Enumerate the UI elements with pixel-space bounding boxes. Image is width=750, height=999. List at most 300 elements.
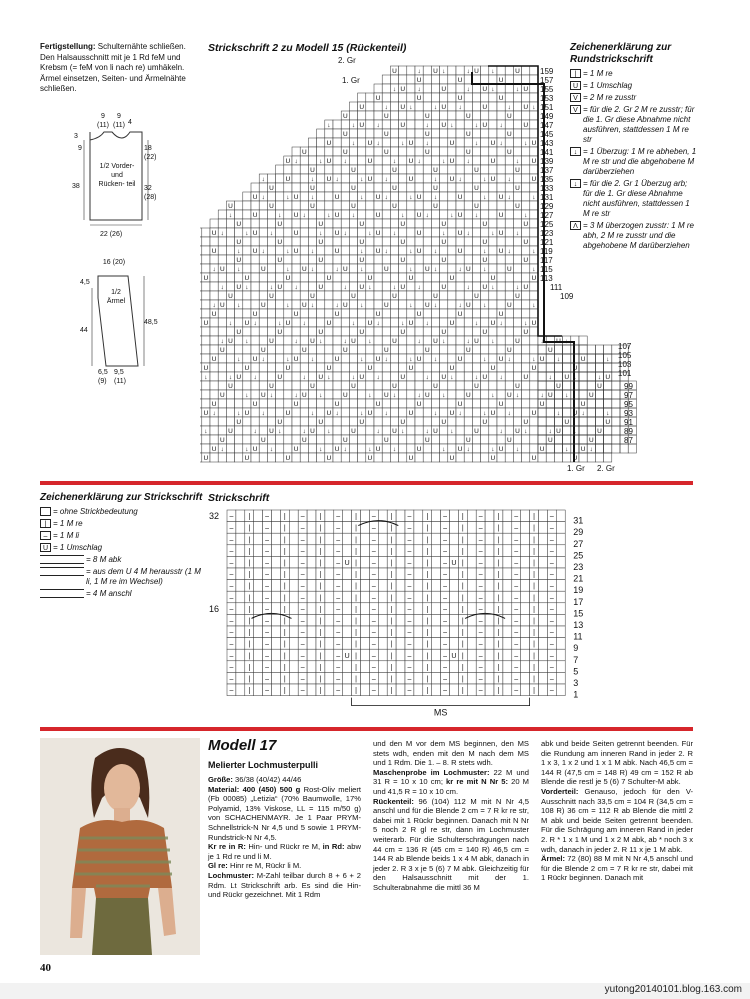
chart2-symbol: U	[375, 446, 381, 453]
chart1-cell	[236, 614, 245, 626]
chart2-cell	[415, 273, 423, 282]
chart2-cell	[489, 201, 497, 210]
chart2-cell	[235, 345, 243, 354]
chart1-symbol: –	[514, 629, 519, 637]
chart2-cell	[538, 426, 546, 435]
chart2-cell	[489, 192, 497, 201]
chart2-symbol: ↓	[384, 410, 388, 417]
chart1-cell	[414, 649, 423, 661]
chart1-symbol: |	[533, 548, 535, 556]
chart1-symbol: –	[407, 641, 412, 649]
chart1-cell	[289, 603, 298, 615]
chart1-cell	[450, 580, 459, 592]
chart2-cell	[497, 273, 505, 282]
chart2-symbol: U	[539, 401, 545, 408]
chart1-cell	[289, 545, 298, 557]
chart2-cell	[276, 264, 284, 273]
chart1-symbol: –	[478, 525, 483, 533]
chart2-cell	[366, 129, 374, 138]
model-photo-illustration	[40, 738, 200, 955]
chart2-symbol: U	[457, 401, 463, 408]
model-column-3	[541, 739, 693, 883]
chart1-symbol: –	[549, 664, 554, 672]
chart2-cell	[530, 183, 538, 192]
chart2-symbol: ↓	[556, 410, 561, 417]
chart2-cell	[259, 372, 267, 381]
chart2-symbol: ↓	[474, 320, 479, 327]
chart2-cell	[276, 363, 284, 372]
chart1-symbol: |	[426, 641, 429, 649]
chart2-cell	[554, 453, 562, 462]
chart1-cell	[378, 568, 387, 580]
chart2-symbol: ↓	[515, 392, 520, 399]
chart2-cell	[259, 381, 267, 390]
chart2-cell	[472, 435, 480, 444]
chart2-cell	[292, 291, 300, 300]
chart2-cell	[259, 309, 267, 318]
chart2-symbol: ↓	[310, 356, 315, 363]
chart1-cell	[414, 614, 423, 626]
chart1-cell	[236, 533, 245, 545]
chart1-symbol: –	[371, 536, 376, 544]
chart1-symbol: –	[514, 664, 519, 672]
chart2-cell	[489, 354, 497, 363]
chart2-symbol: U	[449, 455, 455, 462]
chart2-symbol: U	[236, 419, 242, 426]
chart2-symbol: U	[506, 347, 512, 354]
chart1-symbol: |	[390, 652, 393, 660]
chart1-cell	[432, 672, 441, 684]
chart2-symbol: ↓	[253, 428, 257, 435]
legend-right-symbol: V	[570, 105, 581, 114]
col2-gauge: Maschenprobe im Lochmuster: 22 M und 31 R = 10 x 10 cm; kr re mit N Nr 5: 20 M und 41,5 R = 10 x 10 cm.	[373, 767, 530, 796]
chart2-cell	[612, 417, 620, 426]
legend-left-text: = 1 Umschlag	[53, 543, 103, 552]
chart2-symbol: ↓	[401, 428, 405, 435]
chart2-cell	[374, 417, 382, 426]
chart2-symbol: U	[457, 194, 463, 201]
chart1-symbol: –	[514, 583, 519, 591]
chart2-cell	[423, 273, 431, 282]
chart1-symbol: –	[443, 606, 448, 614]
chart2-cell	[415, 219, 423, 228]
chart1-left-label: 16	[209, 603, 220, 614]
chart1-ms-bracket	[352, 698, 530, 706]
chart2-symbol: ↓	[392, 86, 397, 93]
chart1-symbol: |	[319, 606, 322, 614]
chart1-cell	[289, 556, 298, 568]
chart2-cell	[440, 138, 448, 147]
chart2-cell	[341, 183, 349, 192]
chart2-cell	[464, 318, 472, 327]
chart1-cell	[556, 556, 565, 568]
chart2-cell	[431, 75, 439, 84]
chart2-cell	[202, 435, 210, 444]
chart2-cell	[235, 390, 243, 399]
chart2-symbol: U	[211, 311, 217, 318]
chart2-cell	[251, 219, 259, 228]
chart1-cell	[378, 649, 387, 661]
chart2-cell	[317, 435, 325, 444]
chart2-cell	[366, 381, 374, 390]
chart2-symbol: ↓	[466, 68, 470, 75]
chart1-symbol: |	[283, 548, 286, 556]
legend-left-item	[40, 507, 205, 517]
chart2-cell	[513, 453, 521, 462]
chart2-symbol: ↓	[532, 356, 536, 363]
chart2-cell	[276, 354, 284, 363]
chart2-cell	[292, 453, 300, 462]
chart2-cell	[218, 309, 226, 318]
chart2-symbol: ↓	[302, 320, 306, 327]
chart2-symbol: U	[433, 338, 438, 345]
chart2-symbol: ↓	[351, 320, 356, 327]
chart1-symbol: –	[478, 676, 483, 683]
chart2-symbol: ↓	[425, 320, 429, 327]
chart2-cell	[200, 363, 202, 372]
chart2-symbol: U	[498, 212, 504, 219]
chart2-cell	[448, 129, 456, 138]
chart1-cell	[450, 510, 459, 522]
chart2-cell	[505, 237, 513, 246]
body-center-label: 1/2 Vorder- und Rücken- teil	[98, 163, 136, 188]
chart1-symbol: –	[407, 548, 412, 556]
chart2-cell	[423, 408, 431, 417]
chart1-cell	[556, 522, 565, 534]
chart1-cell	[396, 603, 405, 615]
chart2-cell	[489, 210, 497, 219]
chart2-cell	[530, 327, 538, 336]
chart1-symbol: –	[549, 629, 554, 637]
chart2-cell	[325, 165, 333, 174]
chart2-symbol: ↓	[507, 194, 511, 201]
chart2-symbol: ↓	[286, 302, 290, 309]
chart2-cell	[366, 399, 374, 408]
chart2-symbol: ↓	[261, 356, 265, 363]
chart2-symbol: U	[260, 347, 266, 354]
chart2-cell	[440, 354, 448, 363]
chart2-cell	[276, 336, 284, 345]
chart1-symbol: |	[390, 513, 393, 521]
chart2-cell	[399, 345, 407, 354]
chart2-cell	[210, 282, 218, 291]
chart2-cell	[554, 390, 562, 399]
chart2-cell	[472, 327, 480, 336]
chart2-cell	[202, 345, 210, 354]
chart2-cell	[513, 237, 521, 246]
chart2-cell	[505, 282, 513, 291]
chart2-cell	[604, 390, 612, 399]
chart1-cell	[503, 626, 512, 638]
chart2-cell	[505, 75, 513, 84]
chart1-cell	[325, 672, 334, 684]
chart2-cell	[259, 237, 267, 246]
chart2-symbol: ↓	[483, 302, 487, 309]
chart2-symbol: U	[228, 293, 233, 300]
chart2-symbol: ↓	[433, 176, 438, 183]
chart2-cell	[530, 84, 538, 93]
chart2-symbol: U	[367, 410, 373, 417]
chart2-cell	[251, 381, 259, 390]
chart2-cell	[226, 408, 234, 417]
chart2-cell	[407, 390, 415, 399]
chart2-symbol: U	[457, 230, 463, 237]
legend-right-title: Zeichenerklärung zur Rundstrickschrift	[570, 42, 672, 65]
chart1-symbol: –	[300, 583, 305, 591]
chart2-symbol: U	[449, 176, 455, 183]
chart2-cell	[579, 453, 587, 462]
chart1-cell	[539, 545, 548, 557]
chart2-symbol: U	[367, 176, 373, 183]
chart2-cell	[628, 444, 636, 453]
chart2-cell	[349, 129, 357, 138]
chart2-cell	[259, 327, 267, 336]
chart2-symbol: ↓	[294, 158, 298, 165]
chart2-row-number: 103	[618, 360, 632, 369]
chart2-cell	[366, 147, 374, 156]
chart2-symbol: U	[211, 446, 217, 453]
legend-left-symbol	[40, 555, 84, 564]
chart2-cell	[456, 138, 464, 147]
chart2-symbol: ↓	[556, 356, 561, 363]
chart1-symbol: |	[355, 652, 357, 660]
chart2-cell	[390, 138, 398, 147]
chart2-symbol: ↓	[532, 194, 536, 201]
chart2-cell	[448, 399, 456, 408]
chart1-symbol: –	[229, 664, 234, 672]
chart2-cell	[226, 435, 234, 444]
chart2-symbol: U	[301, 437, 307, 444]
chart2-cell	[390, 210, 398, 219]
chart2-symbol: ↓	[220, 230, 224, 237]
chart2-cell	[399, 309, 407, 318]
chart2-cell	[358, 381, 366, 390]
chart1-cell	[254, 510, 263, 522]
chart2-cell	[390, 120, 398, 129]
chart2-symbol: U	[244, 275, 250, 282]
chart2-cell	[366, 219, 374, 228]
chart1-symbol: |	[319, 583, 322, 591]
chart2-cell	[382, 84, 390, 93]
chart2-cell	[407, 426, 415, 435]
chart2-symbol: ↓	[524, 320, 528, 327]
chart2-cell	[489, 111, 497, 120]
finishing-heading: Fertigstellung:	[40, 42, 96, 51]
chart2-cell	[513, 435, 521, 444]
chart2-cell	[317, 426, 325, 435]
chart1-cell	[343, 510, 352, 522]
chart2-cell	[235, 435, 243, 444]
chart1-cell	[236, 545, 245, 557]
chart2-symbol: U	[523, 374, 529, 381]
chart1-cell	[325, 649, 334, 661]
chart2-symbol: ↓	[573, 374, 577, 381]
chart2-cell	[259, 255, 267, 264]
legend-right-symbol: ↓	[570, 147, 581, 156]
chart1-cell	[432, 568, 441, 580]
chart2-cell	[407, 291, 415, 300]
chart2-symbol: U	[474, 293, 479, 300]
chart2-cell	[349, 237, 357, 246]
chart1-symbol: |	[426, 676, 429, 683]
chart1-symbol: –	[478, 536, 483, 544]
chart2-symbol: U	[531, 176, 537, 183]
chart2-cell	[530, 282, 538, 291]
chart2-cell	[489, 381, 497, 390]
chart2-cell	[456, 372, 464, 381]
chart2-symbol: U	[449, 410, 455, 417]
legend-left-text: = 8 M abk	[86, 555, 122, 564]
chart1-cell	[289, 510, 298, 522]
chart1-cell	[272, 661, 281, 673]
chart2-cell	[505, 138, 513, 147]
chart2-cell	[563, 408, 571, 417]
chart2-cell	[423, 219, 431, 228]
chart2-symbol: ↓	[310, 266, 315, 273]
chart2-symbol: ↓	[409, 302, 413, 309]
chart2-cell	[595, 390, 603, 399]
chart1-ms-label: MS	[433, 707, 448, 718]
chart1-cell	[521, 510, 530, 522]
chart2-cell	[415, 453, 423, 462]
chart2-cell	[407, 228, 415, 237]
chart2-cell	[358, 426, 366, 435]
chart2-cell	[448, 228, 456, 237]
chart1-cell	[325, 661, 334, 673]
chart2-symbol: U	[523, 257, 529, 264]
chart2-symbol: U	[236, 284, 242, 291]
chart2-cell	[489, 291, 497, 300]
chart2-cell	[489, 417, 497, 426]
chart1-symbol: –	[478, 641, 483, 649]
chart2-cell	[522, 183, 530, 192]
chart2-symbol: U	[523, 104, 529, 111]
chart2-cell	[554, 372, 562, 381]
chart1-cell	[485, 661, 494, 673]
chart1-symbol: |	[426, 548, 429, 556]
chart2-cell	[366, 120, 374, 129]
chart2-symbol: U	[400, 257, 406, 264]
chart2-symbol: ↓	[606, 410, 610, 417]
chart2-cell	[464, 408, 472, 417]
chart2-cell	[308, 390, 316, 399]
chart1-symbol: |	[497, 676, 500, 683]
chart2-symbol: U	[490, 410, 496, 417]
chart2-cell	[415, 372, 423, 381]
chart2-cell	[423, 246, 431, 255]
chart1-cell	[521, 638, 530, 650]
chart2-cell	[390, 174, 398, 183]
chart2-cell	[300, 309, 308, 318]
chart2-cell	[292, 345, 300, 354]
chart2-cell	[579, 336, 587, 345]
chart2-row-number: 115	[540, 265, 553, 274]
legend-right-text: = für die 2. Gr 2 M re zusstr; für die 1. Gr diese Abnahme nicht ausführen, stattdessen 1 M re str	[583, 105, 695, 144]
chart2-cell	[472, 228, 480, 237]
chart2-cell	[226, 282, 234, 291]
chart2-cell	[456, 381, 464, 390]
chart2-cell	[210, 381, 218, 390]
chart1-cell	[503, 556, 512, 568]
chart1-symbol: |	[390, 571, 393, 579]
chart2-cell	[522, 75, 530, 84]
chart1-symbol: –	[443, 629, 448, 637]
chart1-cell	[414, 661, 423, 673]
chart2-cell	[423, 291, 431, 300]
chart1-cell	[307, 591, 316, 603]
chart2-cell	[382, 363, 390, 372]
chart2-row-number: 111	[550, 283, 563, 292]
chart2-cell	[366, 372, 374, 381]
chart2-cell	[440, 318, 448, 327]
chart2-symbol: U	[523, 419, 529, 426]
chart2-symbol: U	[334, 194, 340, 201]
chart2-cell	[243, 399, 251, 408]
chart2-cell	[333, 318, 341, 327]
chart2-cell	[276, 408, 284, 417]
chart2-cell	[276, 228, 284, 237]
chart1-cell	[467, 626, 476, 638]
chart2-cell	[276, 174, 284, 183]
chart2-cell	[440, 192, 448, 201]
chart2-row-number: 127	[540, 211, 554, 220]
chart1-cell	[521, 649, 530, 661]
chart2-cell	[374, 165, 382, 174]
chart2-cell	[407, 210, 415, 219]
chart2-cell	[349, 102, 357, 111]
chart1-cell	[236, 510, 245, 522]
chart1-symbol: –	[371, 629, 376, 637]
chart1-symbol: |	[319, 629, 322, 637]
chart2-cell	[522, 246, 530, 255]
chart1-symbol: |	[461, 652, 464, 660]
chart1-cell	[343, 684, 352, 696]
chart2-cell	[267, 219, 275, 228]
chart2-cell	[431, 210, 439, 219]
chart2-cell	[366, 435, 374, 444]
chart2-symbol: ↓	[351, 140, 356, 147]
chart1-cell	[254, 603, 263, 615]
chart2-row-number: 143	[540, 139, 554, 148]
chart2-cell	[317, 408, 325, 417]
chart2-cell	[200, 237, 202, 246]
chart2-cell	[522, 309, 530, 318]
chart1-symbol: –	[407, 629, 412, 637]
chart1-cell	[521, 684, 530, 696]
chart2-symbol: U	[605, 374, 611, 381]
chart2-symbol: U	[416, 356, 422, 363]
chart2-cell	[267, 417, 275, 426]
chart1-symbol: –	[300, 536, 305, 544]
chart2-cell	[218, 237, 226, 246]
chart1-cell	[378, 591, 387, 603]
chart2-cell	[235, 309, 243, 318]
chart2-symbol: U	[383, 437, 389, 444]
chart2-cell	[358, 147, 366, 156]
chart1-symbol: |	[497, 548, 500, 556]
chart2-cell	[489, 147, 497, 156]
chart1-symbol: |	[355, 525, 357, 533]
chart2-symbol: ↓	[458, 104, 462, 111]
chart2-cell	[595, 354, 603, 363]
chart2-symbol: U	[457, 356, 463, 363]
chart2-cell	[481, 318, 489, 327]
chart2-cell	[489, 102, 497, 111]
chart2-symbol: U	[490, 455, 496, 462]
chart2-symbol: U	[408, 176, 414, 183]
chart2-cell	[464, 363, 472, 372]
chart2-cell	[407, 327, 415, 336]
